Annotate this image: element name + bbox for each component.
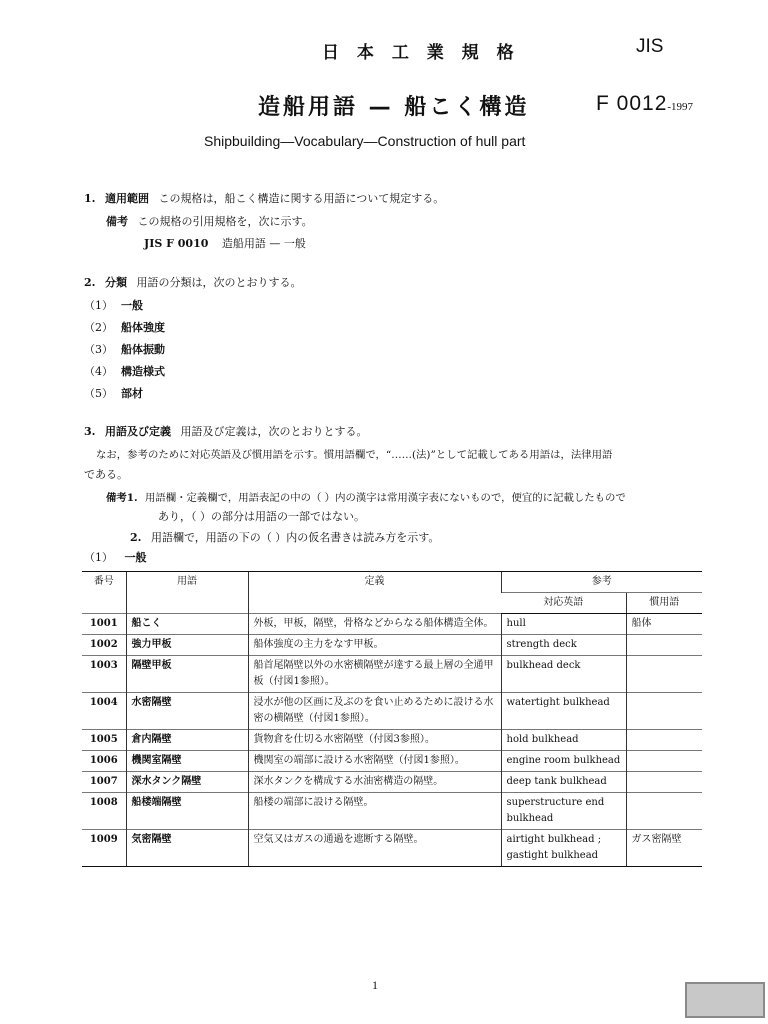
term-definition: 深水タンクを構成する水油密構造の隔壁。 bbox=[248, 772, 501, 793]
term-definition: 船体強度の主力をなす甲板。 bbox=[248, 635, 501, 656]
common-term bbox=[626, 635, 702, 656]
term: 船こく bbox=[126, 614, 248, 635]
section-1-note-text: この規格の引用規格を，次に示す。 bbox=[137, 215, 313, 228]
page-number: 1 bbox=[372, 978, 378, 992]
term: 機関室隔壁 bbox=[126, 751, 248, 772]
term-number: 1004 bbox=[82, 693, 126, 730]
common-term: ガス密隔壁 bbox=[626, 830, 702, 867]
term-number: 1007 bbox=[82, 772, 126, 793]
classification-item-label: 船体強度 bbox=[121, 321, 165, 334]
common-term: 船体 bbox=[626, 614, 702, 635]
term-definition: 船楼の端部に設ける隔壁。 bbox=[248, 793, 501, 830]
standard-code: F 0012 bbox=[596, 92, 668, 115]
classification-item bbox=[84, 363, 165, 379]
table-row bbox=[82, 614, 702, 635]
term-definition: 船首尾隔壁以外の水密横隔壁が達する最上層の全通甲板（付図1参照）。 bbox=[248, 656, 501, 693]
section-1-number: 1. bbox=[84, 192, 96, 205]
header-reference: 参考 bbox=[501, 572, 702, 593]
table-row bbox=[82, 751, 702, 772]
section-2-text: 用語の分類は，次のとおりする。 bbox=[136, 276, 302, 289]
classification-item-number: （5） bbox=[84, 387, 113, 400]
term: 強力甲板 bbox=[126, 635, 248, 656]
header-english: 対応英語 bbox=[501, 593, 626, 614]
document-title-ja: 造船用語 — 船こく構造 bbox=[258, 95, 530, 120]
classification-item-label: 一般 bbox=[121, 299, 143, 312]
term-number: 1006 bbox=[82, 751, 126, 772]
table-row bbox=[82, 772, 702, 793]
english-term: engine room bulkhead bbox=[501, 751, 626, 772]
term-number: 1009 bbox=[82, 830, 126, 867]
section-3-note-2-text: 用語欄で，用語の下の（ ）内の仮名書きは読み方を示す。 bbox=[150, 531, 440, 544]
term-definition: 浸水が他の区画に及ぶのを食い止めるために設ける水密の横隔壁（付図1参照）。 bbox=[248, 693, 501, 730]
section-1-text: この規格は，船こく構造に関する用語について規定する。 bbox=[158, 192, 445, 205]
common-term bbox=[626, 730, 702, 751]
jis-label: JIS bbox=[636, 36, 664, 57]
table-row bbox=[82, 693, 702, 730]
english-term: superstructure end bulkhead bbox=[501, 793, 626, 830]
header-number: 番号 bbox=[82, 572, 126, 614]
header-term: 用語 bbox=[126, 572, 248, 614]
term-definition: 外板，甲板，隔壁，骨格などからなる船体構造全体。 bbox=[248, 614, 501, 635]
reference-code: JIS F 0010 bbox=[144, 237, 209, 250]
term: 深水タンク隔壁 bbox=[126, 772, 248, 793]
term-definition: 空気又はガスの通過を遮断する隔壁。 bbox=[248, 830, 501, 867]
section-1-note bbox=[106, 213, 313, 229]
table-row bbox=[82, 656, 702, 693]
table-row bbox=[82, 730, 702, 751]
section-2-heading: 分類 bbox=[104, 276, 127, 289]
section-3-number: 3. bbox=[84, 425, 96, 438]
organization-name: 日 本 工 業 規 格 bbox=[322, 43, 520, 63]
document-title-en: Shipbuilding—Vocabulary—Construction of hull part bbox=[204, 133, 526, 149]
classification-item-number: （4） bbox=[84, 365, 113, 378]
classification-item bbox=[84, 385, 143, 401]
subsection-heading-number: （1） bbox=[84, 551, 113, 564]
reference-title: 造船用語 — 一般 bbox=[221, 237, 306, 250]
classification-item-label: 構造様式 bbox=[121, 365, 165, 378]
english-term: watertight bulkhead bbox=[501, 693, 626, 730]
section-3-paragraph: なお，参考のために対応英語及び慣用語を示す。慣用語欄で，“……(法)”として記載してある用語は，法律用語 bbox=[96, 449, 613, 461]
classification-item-number: （3） bbox=[84, 343, 113, 356]
english-term: strength deck bbox=[501, 635, 626, 656]
term-definition: 機関室の端部に設ける水密隔壁（付図1参照）。 bbox=[248, 751, 501, 772]
term: 水密隔壁 bbox=[126, 693, 248, 730]
term-number: 1008 bbox=[82, 793, 126, 830]
header-definition: 定義 bbox=[248, 572, 501, 614]
header-common-term: 慣用語 bbox=[626, 593, 702, 614]
section-2-line bbox=[84, 274, 301, 290]
term-number: 1001 bbox=[82, 614, 126, 635]
section-2-number: 2. bbox=[84, 276, 96, 289]
section-3-note-2 bbox=[130, 529, 439, 545]
section-1-line bbox=[84, 190, 444, 206]
table-row bbox=[82, 830, 702, 867]
page-corner-box bbox=[685, 982, 765, 1018]
term-number: 1005 bbox=[82, 730, 126, 751]
section-3-note-1 bbox=[106, 489, 626, 504]
classification-item-label: 部材 bbox=[121, 387, 143, 400]
classification-item-number: （2） bbox=[84, 321, 113, 334]
section-3-note-1-cont: あり，（ ）の部分は用語の一部ではない。 bbox=[158, 510, 365, 523]
section-3-text: 用語及び定義は，次のとおりとする。 bbox=[180, 425, 368, 438]
classification-item-number: （1） bbox=[84, 299, 113, 312]
common-term bbox=[626, 772, 702, 793]
section-1-note-label: 備考 bbox=[106, 215, 128, 228]
common-term bbox=[626, 793, 702, 830]
section-3-line bbox=[84, 423, 367, 439]
section-1-reference bbox=[144, 235, 306, 251]
classification-item bbox=[84, 341, 165, 357]
common-term bbox=[626, 693, 702, 730]
term-definition: 貨物倉を仕切る水密隔壁（付図3参照）。 bbox=[248, 730, 501, 751]
standard-number bbox=[596, 92, 693, 116]
term: 気密隔壁 bbox=[126, 830, 248, 867]
english-term: hull bbox=[501, 614, 626, 635]
common-term bbox=[626, 751, 702, 772]
table-header-row bbox=[82, 572, 702, 593]
term: 倉内隔壁 bbox=[126, 730, 248, 751]
section-3-paragraph-cont: である。 bbox=[84, 468, 128, 481]
section-3-note-label: 備考1. bbox=[106, 492, 138, 504]
english-term: bulkhead deck bbox=[501, 656, 626, 693]
subsection-heading-label: 一般 bbox=[124, 551, 147, 564]
classification-item bbox=[84, 319, 165, 335]
section-3-heading: 用語及び定義 bbox=[104, 425, 171, 438]
term: 船楼端隔壁 bbox=[126, 793, 248, 830]
table-row bbox=[82, 635, 702, 656]
common-term bbox=[626, 656, 702, 693]
classification-item-label: 船体振動 bbox=[121, 343, 165, 356]
section-3-note-2-label: 2. bbox=[130, 531, 142, 544]
term: 隔壁甲板 bbox=[126, 656, 248, 693]
section-1-heading: 適用範囲 bbox=[104, 192, 149, 205]
english-term: hold bulkhead bbox=[501, 730, 626, 751]
subsection-heading bbox=[84, 549, 147, 565]
english-term: deep tank bulkhead bbox=[501, 772, 626, 793]
section-3-note-1-text: 用語欄・定義欄で，用語表記の中の（ ）内の漢字は常用漢字表にないもので，便宜的に記載したもので bbox=[144, 492, 626, 504]
term-number: 1003 bbox=[82, 656, 126, 693]
vocabulary-table bbox=[82, 571, 702, 867]
english-term: airtight bulkhead ; gastight bulkhead bbox=[501, 830, 626, 867]
standard-year: -1997 bbox=[667, 101, 694, 113]
classification-item bbox=[84, 297, 143, 313]
table-row bbox=[82, 793, 702, 830]
term-number: 1002 bbox=[82, 635, 126, 656]
